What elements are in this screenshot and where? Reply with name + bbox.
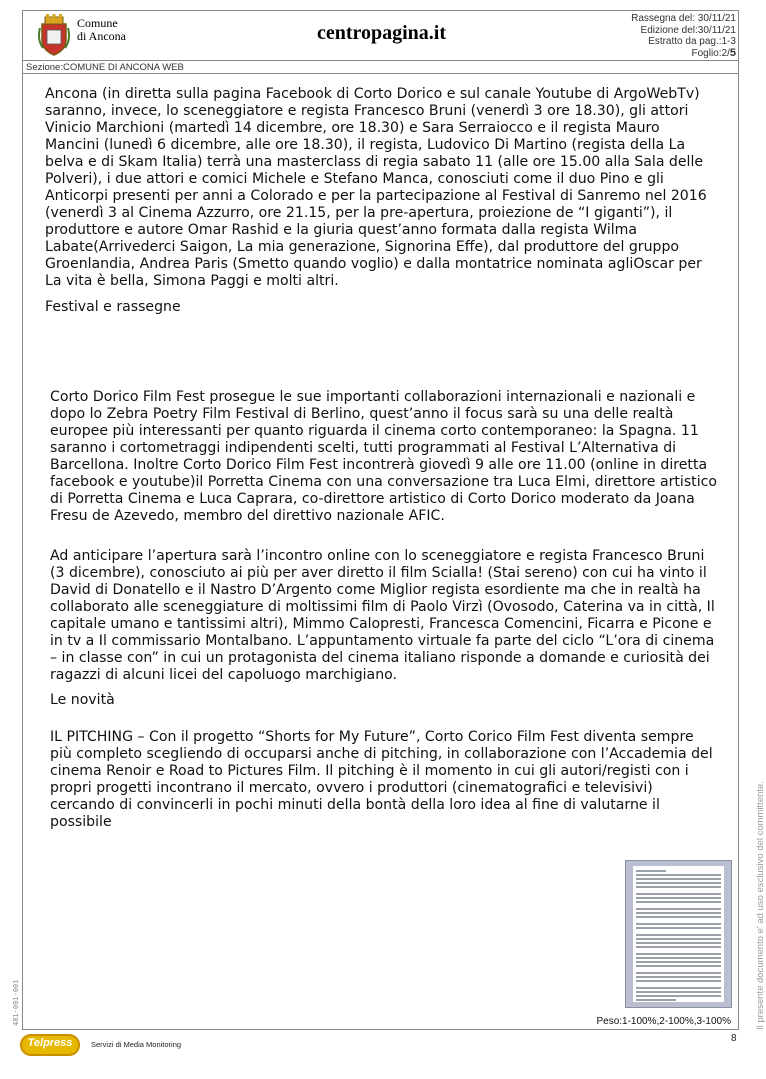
article-subhead-novita: Le novità — [50, 692, 115, 708]
article-paragraph-1: Ancona (in diretta sulla pagina Facebook di Corto Dorico e sul canale Youtube di ArgoWebTv) saranno, invece, lo sceneggiatore e regista Francesco Bruni (venerdì 3 ore 18.30), gli attori Vinicio Marchioni (martedì 14 dicembre, ore 18.30) e Sara Serraiocco e il regista Mauro Mancini (lunedì 6 dicembre, alle ore 18.30), il regista, Ludovico Di Martino (regista della La belva e di Skam Italia) terrà una masterclass di regia sabato 11 (alle ore 15.00 alla Sala delle Polveri), i due attori e comici Michele e Stefano Manca, conosciuti come il duo Pino e gli Anticorpi presenti per anni a Colorado e per la partecipazione al Festival di Sanremo nel 2016 (venerdì 3 al Cinema Azzurro, ore 21.15, per la pre-apertura, proiezione de “I giganti”), il produttore e autore Omar Rashid e la giuria quest’anno formata dalla regista Wilma Labate(Arrivederci Saigon, La mia generazione, Signorina Effe), dal produttore del gruppo Groenlandia, Andrea Paris (Smetto quando voglio) e dalla montatrice nominata agliOscar per La vita è bella, Simona Paggi e molti altri. — [45, 86, 707, 289]
article-paragraph-4: IL PITCHING – Con il progetto “Shorts for My Future”, Corto Corico Film Fest diventa sempre più completo scegliendo di occuparsi anche di pitching, in collaborazione con l’Accademia del cinema Renoir e Road to Pictures Film. Il pitching è il momento in cui gli autori/registi con i propri progetti incontrano il mercato, ovvero i produttori (cinematografici e televisivi) cercando di convincerli in pochi minuti della bontà della loro idea al fine di valutarne il possibile — [50, 729, 713, 830]
article-paragraph-3: Ad anticipare l’apertura sarà l’incontro online con lo sceneggiatore e regista Francesco Bruni (3 dicembre), conosciuto ai più per aver diretto il film Scialla! (Stai sereno) con cui ha vinto il David di Donatello e il Nastro D’Argento come Miglior regista esordiente ma che in realtà ha collaborato alle sceneggiature di moltissimi film di Paolo Virzì (Ovosodo, Caterina va in città, Il capitale umano e tantissimi altri), Mimmo Calopresti, Francesca Comencini, Ficarra e Picone e in tv a Il commissario Montalbano. L’appuntamento virtuale fa parte del ciclo “L’ora di cinema – in classe con” in cui un protagonista del cinema italiano risponde a domande e curiosità dei ragazzi di alcuni licei del capoluogo marchigiano. — [50, 548, 715, 683]
thumbnail-text-line — [636, 999, 676, 1001]
foglio-total: 5 — [729, 46, 736, 59]
telpress-logo — [20, 1034, 80, 1056]
header-divider — [22, 60, 739, 61]
publication-source: centropagina.it — [316, 22, 447, 44]
edizione-date: Edizione del:30/11/21 — [640, 24, 736, 36]
section-label: Sezione:COMUNE DI ANCONA WEB — [26, 62, 184, 73]
thumbnail-text-line — [636, 965, 721, 967]
rassegna-date: Rassegna del: 30/11/21 — [631, 13, 736, 24]
thumbnail-text-line — [636, 934, 721, 936]
services-caption: Servizi di Media Monitoring — [91, 1040, 182, 1049]
thumbnail-text-line — [636, 927, 721, 929]
document-code: 481-001-001 — [12, 979, 20, 1026]
thumbnail-text-line — [636, 893, 721, 895]
estratto-pages: Estratto da pag.:1-3 — [648, 36, 736, 47]
thumbnail-text-line — [636, 912, 721, 914]
article-subhead-festival: Festival e rassegne — [45, 299, 181, 315]
thumbnail-text-line — [636, 874, 721, 876]
weight-indicator: Peso:1-100%,2-100%,3-100% — [596, 1016, 731, 1027]
thumbnail-text-line — [636, 897, 721, 899]
clipping-metadata — [556, 13, 736, 59]
section-divider — [22, 73, 739, 74]
thumbnail-text-line — [636, 901, 721, 903]
article-paragraph-2: Corto Dorico Film Fest prosegue le sue importanti collaborazioni internazionali e nazionali e dopo lo Zebra Poetry Film Festival di Berlino, quest’anno il focus sarà su una delle realtà europee più interessanti per quanto riguarda il cinema corto contemporaneo: la Spagna. 11 saranno i cortometraggi indipendenti scelti, tutti programmati al Festival L’Alternativa di Barcellona. Inoltre Corto Dorico Film Fest incontrerà giovedì 9 alle ore 11.00 (online in diretta facebook e youtube)il Porretta Cinema con una conversazione tra Luca Elmi, direttore artistico di Porretta Cinema e Luca Caprara, co-direttore artistico di Corto Dorico moderato da Joana Fresu de Azevedo, membro del direttivo nazionale AFIC. — [50, 389, 717, 524]
foglio-counter — [556, 48, 736, 60]
thumbnail-page — [633, 866, 724, 1002]
foglio-label: Foglio:2/ — [691, 47, 730, 59]
thumbnail-text-line — [636, 976, 721, 978]
thumbnail-text-line — [636, 991, 721, 993]
thumbnail-text-line — [636, 923, 721, 925]
thumbnail-text-line — [636, 908, 721, 910]
thumbnail-text-line — [636, 942, 721, 944]
thumbnail-text-line — [636, 961, 721, 963]
thumbnail-text-line — [636, 882, 721, 884]
thumbnail-text-line — [636, 946, 721, 948]
thumbnail-text-line — [636, 957, 721, 959]
thumbnail-text-line — [636, 878, 721, 880]
logo-text: Telpress — [27, 1037, 73, 1049]
thumbnail-text-line — [636, 953, 721, 955]
thumbnail-text-line — [636, 995, 721, 997]
thumbnail-text-line — [636, 938, 721, 940]
municipality-line-1: Comune — [77, 16, 118, 30]
thumbnail-text-line — [636, 870, 666, 872]
page-number: 8 — [731, 1033, 737, 1044]
municipality-line-2: di Ancona — [77, 29, 126, 43]
page-thumbnail — [625, 860, 732, 1008]
thumbnail-text-line — [636, 886, 721, 888]
thumbnail-text-line — [636, 980, 721, 982]
usage-disclaimer: Il presente documento e' ad uso esclusivo del committente. — [755, 781, 766, 1030]
thumbnail-text-line — [636, 987, 721, 989]
thumbnail-text-line — [636, 916, 721, 918]
thumbnail-text-line — [636, 972, 721, 974]
